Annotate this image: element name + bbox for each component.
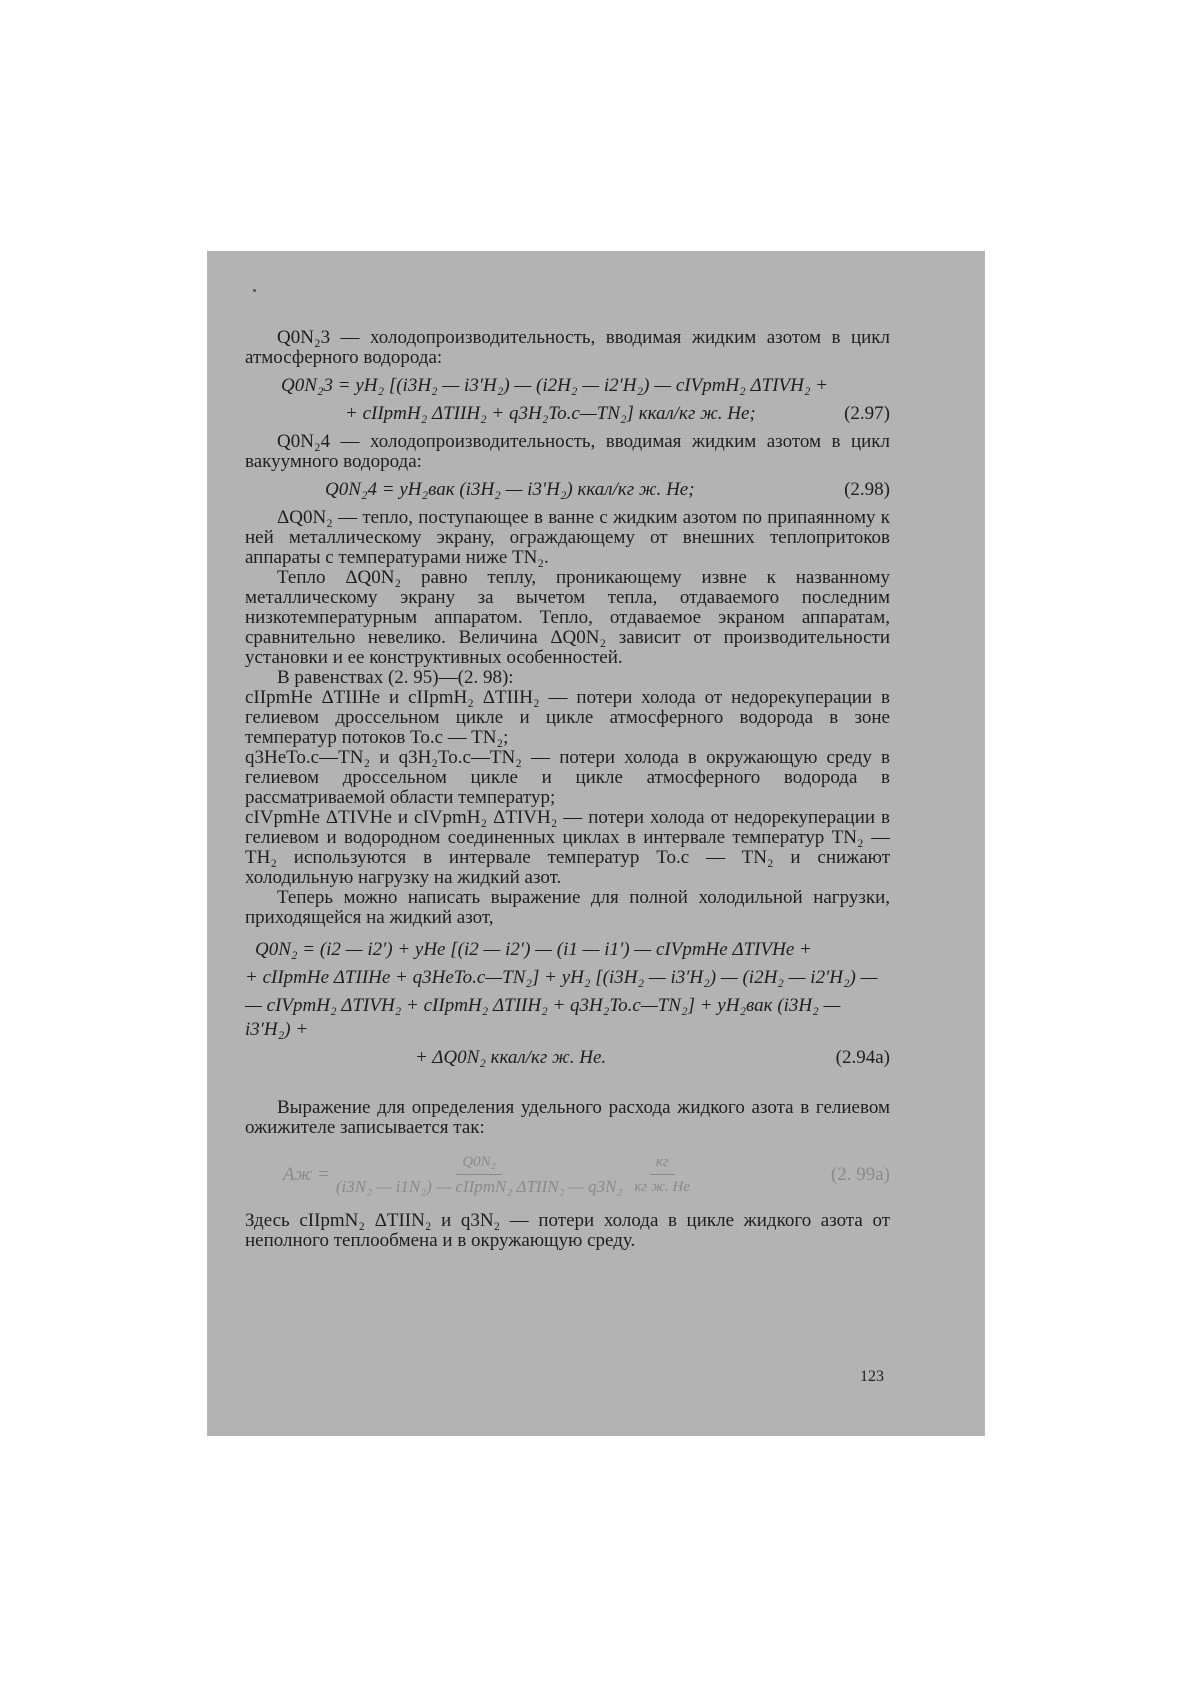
equation-number: (2.94a) [835, 1047, 890, 1068]
equation-2-94a [245, 938, 890, 1070]
spacer [245, 1080, 890, 1098]
paragraph-here: Здесь cIIpmN₂ ΔTIIN₂ и q3N₂ — потери холода в цикле жидкого азота от неполного теплообмена и в окружающую среду. [245, 1210, 890, 1251]
equation-number: (2. 99a) [830, 1163, 890, 1185]
paragraph-specific-consumption: Выражение для определения удельного расхода жидкого азота в гелиевом ожижителе записывается так: [245, 1097, 890, 1138]
paragraph-heat: Тепло ΔQ0N₂ равно теплу, проникающему извне к названному металлическому экрану за вычетом тепла, отдаваемого последним низкотемпературным аппаратом. Тепло, отдаваемое экраном аппаратам, сравнительно невелико. Величина ΔQ0N₂ зависит от производительности установки и ее конструктивных особенностей. [245, 567, 890, 668]
fraction-denominator: (i3N₂ — i1N₂) — cIIpmN₂ ΔTIIN₂ — q3N₂ [335, 1177, 623, 1196]
equation-lhs-group [245, 1152, 696, 1197]
equation-2-97-line-2 [245, 404, 890, 424]
equation-line: — cIVpmH₂ ΔTIVH₂ + cIIpmH₂ ΔTIIH₂ + q3H₂To.c—TN₂] + yH₂вак (i3H₂ — i3′H₂) + [245, 995, 841, 1040]
equation-text: Q0N₂3 = yH₂ [(i3H₂ — i3′H₂) — (i2H₂ — i2′H₂) — cIVpmH₂ ΔTIVH₂ + [281, 375, 829, 396]
fraction-numerator: Q0N₂ [456, 1152, 502, 1175]
scan-speck [253, 289, 256, 292]
paragraph-q0n2-3: Q0N₂3 — холодопроизводительность, вводимая жидким азотом в цикл атмосферного водорода: [245, 327, 890, 368]
unit-numerator: кг [650, 1152, 675, 1175]
unit-fraction [634, 1152, 690, 1197]
paragraph-recuperation-losses: cIIpmHe ΔTIIHe и cIIpmH₂ ΔTIIH₂ — потери холода от недорекуперации в гелиевом дроссельном цикле и цикле атмосферного водорода в зоне температур потоков To.c — TN₂; [245, 687, 890, 748]
paragraph-total-load: Теперь можно написать выражение для полной холодильной нагрузки, приходящейся на жидкий азот, [245, 887, 890, 928]
unit-denominator: кг ж. He [634, 1179, 690, 1195]
equation-2-99a [245, 1152, 890, 1197]
page-number: 123 [860, 1368, 884, 1385]
equation-2-98 [245, 480, 890, 500]
equation-lhs: Aж = [283, 1163, 330, 1185]
equation-line: + cIIpmHe ΔTIIHe + q3HeTo.c—TN₂] + yH₂ [(i3H₂ — i3′H₂) — (i2H₂ — i2′H₂) — [245, 967, 878, 988]
paragraph-equalities: В равенствах (2. 95)—(2. 98): [277, 667, 514, 688]
fraction [336, 1152, 623, 1197]
page-body [245, 328, 890, 1251]
paragraph-q0n2-4: Q0N₂4 — холодопроизводительность, вводимая жидким азотом в цикл вакуумного водорода: [245, 431, 890, 472]
paragraph-combined-cycle-losses: cIVpmHe ΔTIVHe и cIVpmH₂ ΔTIVH₂ — потери холода от недорекуперации в гелиевом и водородном соединенных циклах в интервале температур TN₂ — TH₂ используются в интервале температур To.c — TN₂ и снижают холодильную нагрузку на жидкий азот. [245, 807, 890, 888]
equation-2-97-line-1 [245, 376, 890, 396]
paragraph-environment-losses: q3HeTo.c—TN₂ и q3H₂To.c—TN₂ — потери холода в окружающую среду в гелиевом дроссельном цикле и цикле атмосферного водорода в рассматриваемой области температур; [245, 747, 890, 808]
equation-text: + cIIpmH₂ ΔTIIH₂ + q3H₂To.c—TN₂] ккал/кг ж. He; [345, 403, 756, 424]
paragraph-delta-q: ΔQ0N₂ — тепло, поступающее в ванне с жидким азотом по припаянному к ней металлическому экрану, ограждающему от внешних теплопритоков аппараты с температурами ниже TN₂. [245, 507, 890, 568]
equation-text: + ΔQ0N₂ ккал/кг ж. He. [415, 1047, 607, 1068]
equation-text: Q0N₂4 = yH₂вак (i3H₂ — i3′H₂) ккал/кг ж. He; [325, 479, 695, 500]
equation-number: (2.97) [844, 403, 890, 424]
equation-line: Q0N₂ = (i2 — i2′) + yHe [(i2 — i2′) — (i1 — i1′) — cIVpmHe ΔTIVHe + [255, 939, 812, 960]
equation-number: (2.98) [844, 479, 890, 500]
equation-line [245, 1046, 890, 1070]
